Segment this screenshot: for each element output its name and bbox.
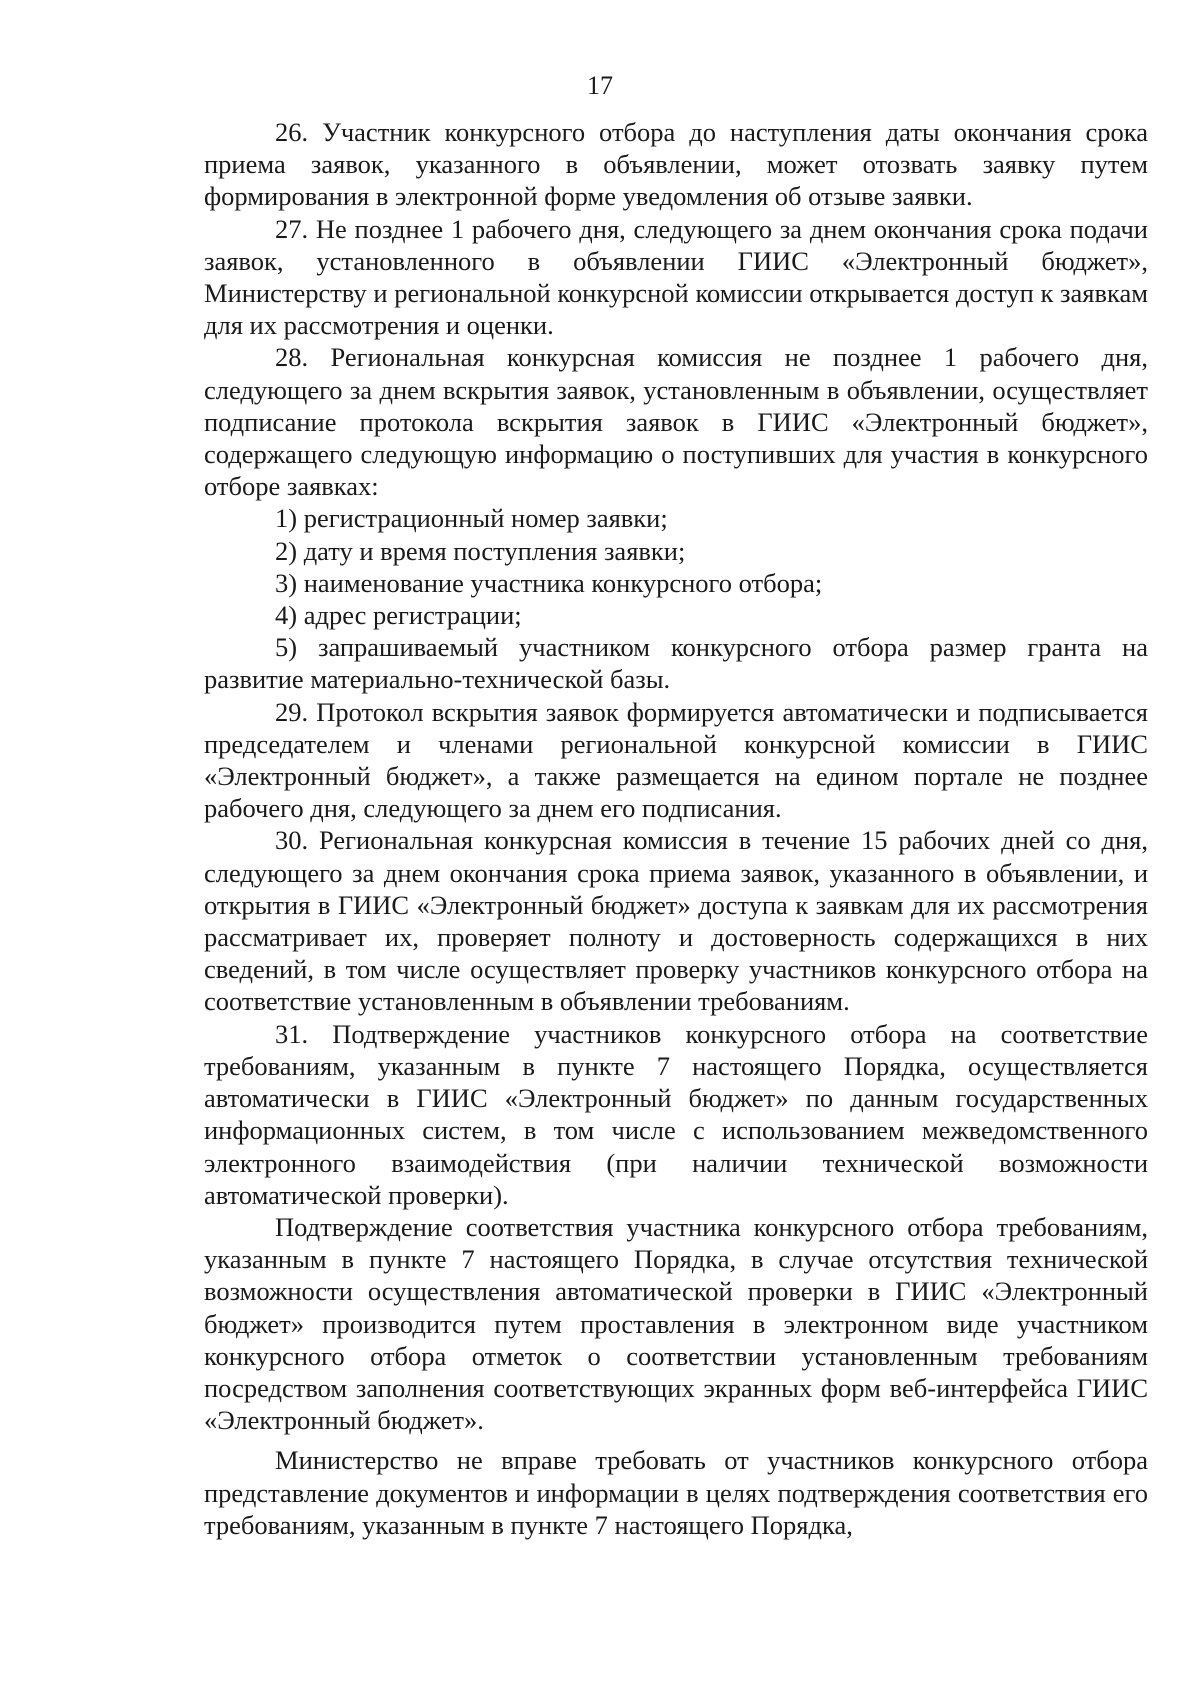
paragraph-31: 31. Подтверждение участников конкурсного отбора на соответствие требованиям, указанным в пункте 7 настоящего Порядка, осуществляется автоматически в ГИИС «Электронный бюджет» по данным государственных информационных систем, в том числе с использованием межведомственного электронного взаимодействия (при наличии технической возможности автоматической проверки). bbox=[204, 1018, 1148, 1210]
paragraph-31-continued: Подтверждение соответствия участника конкурсного отбора требованиям, указанным в пункте 7 настоящего Порядка, в случае отсутствия технической возможности осуществления автоматической проверки в ГИИС «Электронный бюджет» производится путем проставления в электронном виде участником конкурсного отбора отметок о соответствии установленным требованиям посредством заполнения соответствующих экранных форм веб-интерфейса ГИИС «Электронный бюджет». bbox=[204, 1211, 1148, 1436]
paragraph-26: 26. Участник конкурсного отбора до наступления даты окончания срока приема заявок, указанного в объявлении, может отозвать заявку путем формирования в электронной форме уведомления об отзыве заявки. bbox=[204, 117, 1148, 212]
paragraph-ministry: Министерство не вправе требовать от участников конкурсного отбора представление документов и информации в целях подтверждения соответствия его требованиям, указанным в пункте 7 настоящего Порядка, bbox=[204, 1445, 1148, 1540]
list-item-4: 4) адрес регистрации; bbox=[275, 600, 522, 631]
paragraph-30: 30. Региональная конкурсная комиссия в течение 15 рабочих дней со дня, следующего за днем окончания срока приема заявок, указанного в объявлении, и открытия в ГИИС «Электронный бюджет» доступа к заявкам для их рассмотрения рассматривает их, проверяет полноту и достоверность содержащихся в них сведений, в том числе осуществляет проверку участников конкурсного отбора на соответствие установленным в объявлении требованиям. bbox=[204, 825, 1148, 1017]
list-item-1: 1) регистрационный номер заявки; bbox=[275, 503, 668, 534]
paragraph-27: 27. Не позднее 1 рабочего дня, следующего за днем окончания срока подачи заявок, установленного в объявлении ГИИС «Электронный бюджет», Министерству и региональной конкурсной комиссии открывается доступ к заявкам для их рассмотрения и оценки. bbox=[204, 213, 1148, 341]
list-item-5: 5) запрашиваемый участником конкурсного отбора размер гранта на развитие материально-технической базы. bbox=[204, 632, 1148, 695]
document-body bbox=[204, 116, 1148, 1541]
list-item-3: 3) наименование участника конкурсного отбора; bbox=[275, 567, 823, 598]
paragraph-29: 29. Протокол вскрытия заявок формируется автоматически и подписывается председателем и членами региональной конкурсной комиссии в ГИИС «Электронный бюджет», а также размещается на едином портале не позднее рабочего дня, следующего за днем его подписания. bbox=[204, 696, 1148, 824]
page-number: 17 bbox=[587, 71, 613, 100]
list-item-2: 2) дату и время поступления заявки; bbox=[275, 535, 686, 566]
paragraph-28: 28. Региональная конкурсная комиссия не позднее 1 рабочего дня, следующего за днем вскрытия заявок, установленным в объявлении, осуществляет подписание протокола вскрытия заявок в ГИИС «Электронный бюджет», содержащего следующую информацию о поступивших для участия в конкурсного отборе заявках: bbox=[204, 342, 1148, 502]
